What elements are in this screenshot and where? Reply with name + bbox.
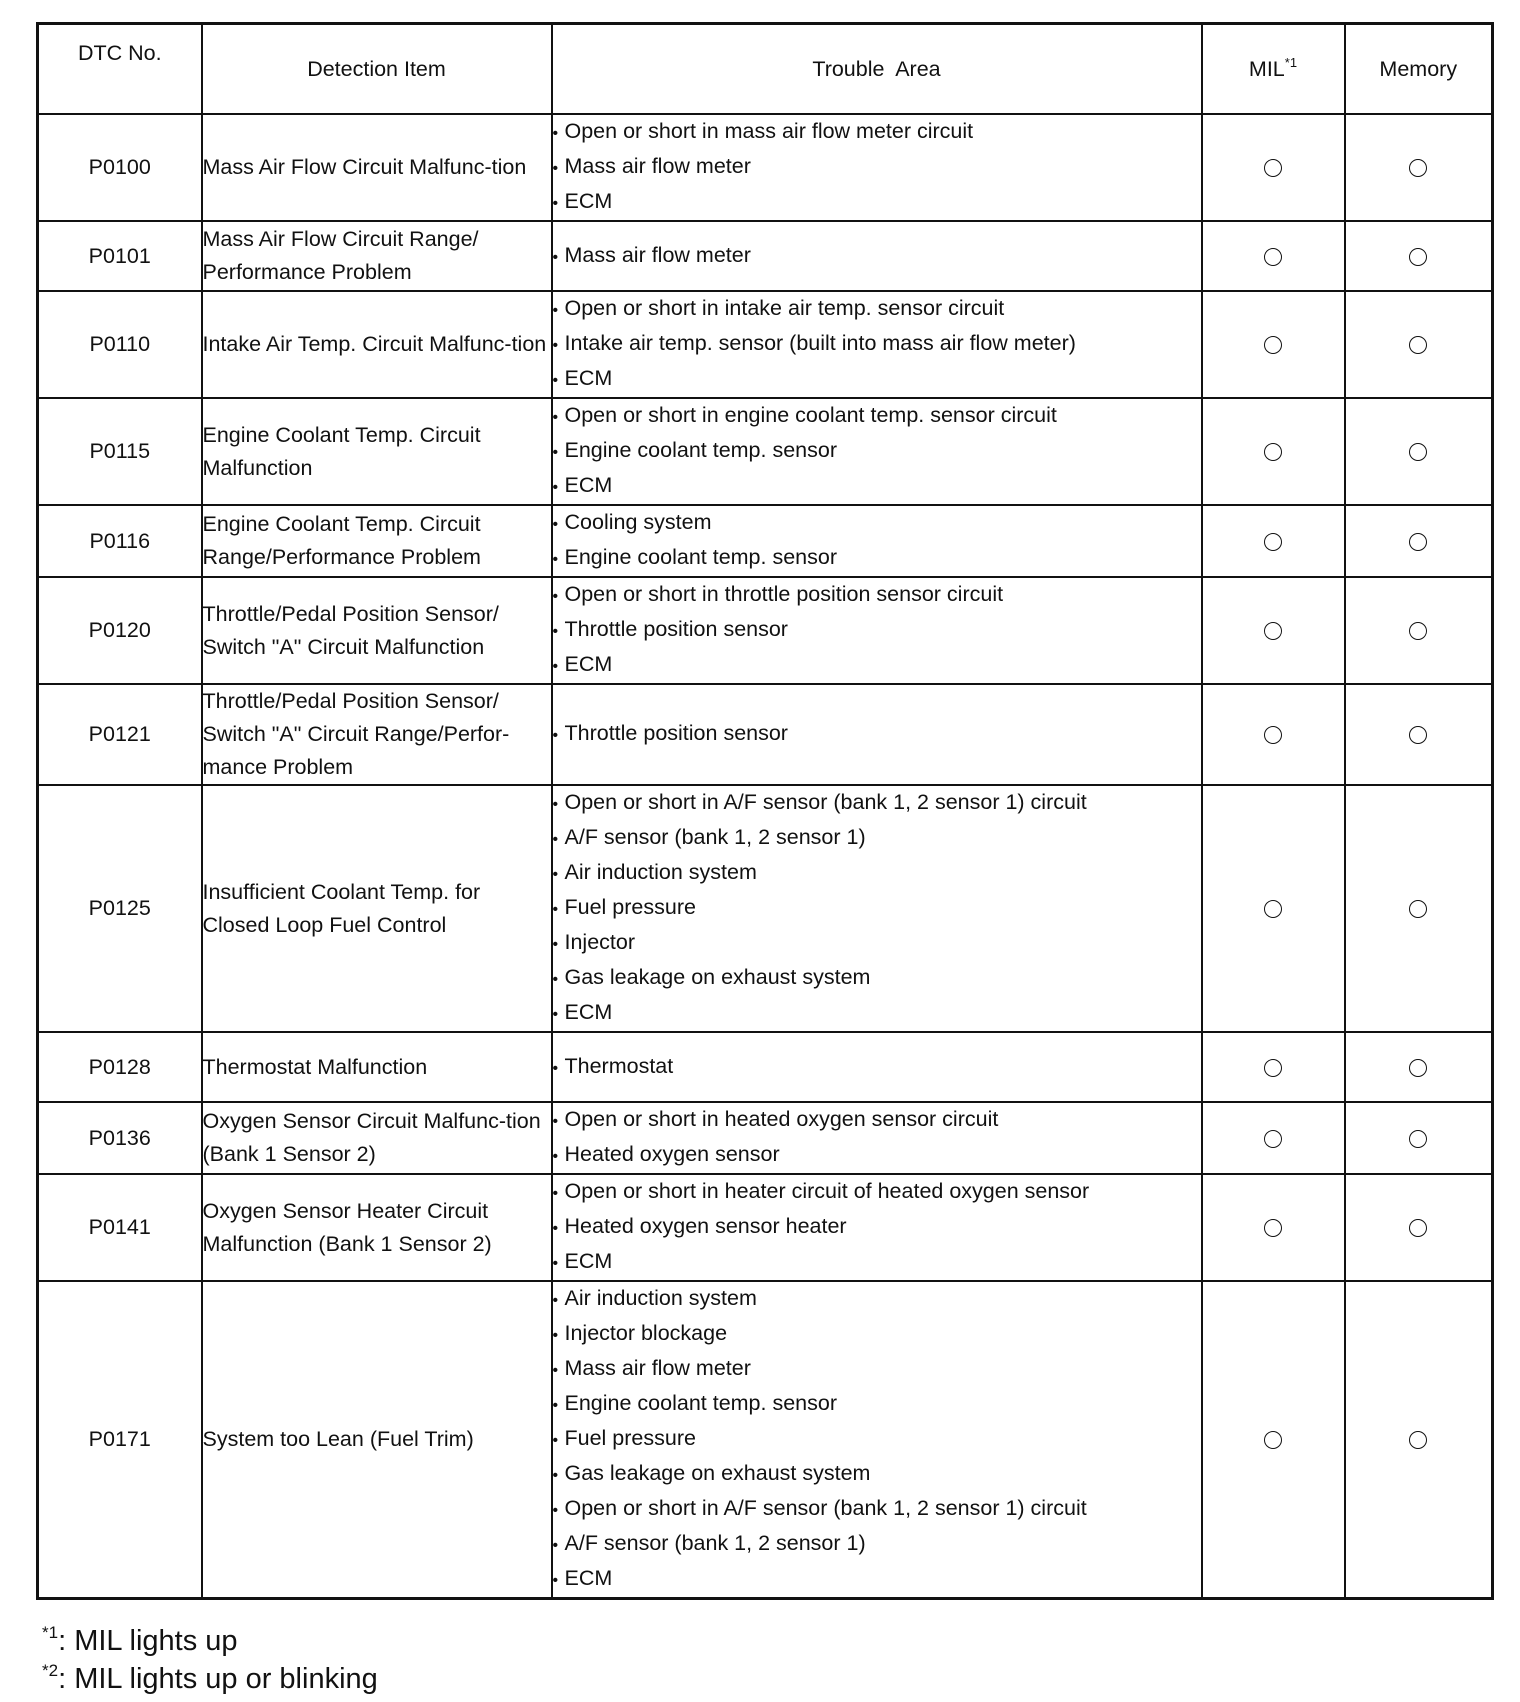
trouble-area — [552, 291, 1202, 398]
trouble-area-item — [553, 506, 1201, 541]
trouble-area-item — [553, 1387, 1201, 1422]
memory-circle-icon — [1409, 1431, 1427, 1449]
dtc-code: P0115 — [38, 398, 202, 505]
detection-item: Engine Coolant Temp. Circuit Malfunction — [202, 398, 552, 505]
detection-item: Throttle/Pedal Position Sensor/ Switch "A" Circuit Range/Perfor-mance Problem — [202, 684, 552, 785]
trouble-area — [552, 221, 1202, 291]
trouble-area-text: Open or short in engine coolant temp. sensor circuit — [564, 403, 1057, 427]
trouble-area-item — [553, 185, 1201, 220]
mil-circle-icon — [1264, 1059, 1282, 1077]
trouble-area-text: Injector blockage — [564, 1321, 728, 1345]
trouble-area-list — [553, 786, 1201, 1031]
detection-item: Oxygen Sensor Heater Circuit Malfunction (Bank 1 Sensor 2) — [202, 1174, 552, 1281]
detection-item: Mass Air Flow Circuit Malfunc-tion — [202, 114, 552, 221]
header-detection-item: Detection Item — [202, 24, 552, 115]
trouble-area-item — [553, 1175, 1201, 1210]
trouble-area-item — [553, 1492, 1201, 1527]
trouble-area-list — [553, 292, 1201, 397]
header-mil — [1202, 24, 1345, 115]
dtc-table-body — [38, 114, 1493, 1599]
footnote-1 — [42, 1622, 378, 1660]
dtc-code: P0110 — [38, 291, 202, 398]
memory-cell — [1345, 1174, 1493, 1281]
table-row — [38, 221, 1493, 291]
table-row — [38, 1102, 1493, 1174]
dtc-code: P0121 — [38, 684, 202, 785]
mil-cell — [1202, 291, 1345, 398]
memory-circle-icon — [1409, 622, 1427, 640]
table-row — [38, 291, 1493, 398]
trouble-area-item — [553, 821, 1201, 856]
trouble-area-item — [553, 578, 1201, 613]
mil-cell — [1202, 1102, 1345, 1174]
trouble-area-item — [553, 327, 1201, 362]
trouble-area-text: Throttle position sensor — [564, 617, 788, 641]
dtc-code: P0171 — [38, 1281, 202, 1599]
footnotes — [42, 1622, 378, 1698]
trouble-area-list — [553, 578, 1201, 683]
memory-cell — [1345, 398, 1493, 505]
memory-cell — [1345, 577, 1493, 684]
trouble-area-item — [553, 1050, 1201, 1085]
table-row — [38, 1032, 1493, 1102]
trouble-area-item — [553, 648, 1201, 683]
trouble-area-text: Fuel pressure — [564, 1426, 696, 1450]
trouble-area-text: Mass air flow meter — [564, 242, 751, 267]
trouble-area-text: Open or short in mass air flow meter circuit — [564, 119, 974, 143]
dtc-code: P0141 — [38, 1174, 202, 1281]
trouble-area-text: ECM — [564, 652, 613, 676]
trouble-area-item — [553, 1457, 1201, 1492]
table-row — [38, 684, 1493, 785]
trouble-area-item — [553, 399, 1201, 434]
memory-circle-icon — [1409, 726, 1427, 744]
trouble-area-text: Open or short in throttle position sensor circuit — [564, 582, 1004, 606]
header-mil-footnote-ref: *1 — [1284, 54, 1298, 70]
trouble-area-text: Open or short in intake air temp. sensor circuit — [564, 296, 1005, 320]
header-row — [38, 24, 1493, 115]
trouble-area-text: Fuel pressure — [564, 895, 696, 919]
trouble-area — [552, 505, 1202, 577]
memory-circle-icon — [1409, 1059, 1427, 1077]
trouble-area-item — [553, 717, 1201, 752]
header-trouble-area — [552, 24, 1202, 115]
trouble-area-item — [553, 891, 1201, 926]
detection-item: Engine Coolant Temp. Circuit Range/Performance Problem — [202, 505, 552, 577]
memory-circle-icon — [1409, 1130, 1427, 1148]
mil-circle-icon — [1264, 248, 1282, 266]
memory-circle-icon — [1409, 336, 1427, 354]
trouble-area-list — [553, 239, 1201, 274]
table-row — [38, 785, 1493, 1032]
dtc-table — [36, 22, 1494, 1600]
mil-cell — [1202, 114, 1345, 221]
trouble-area-text: Heated oxygen sensor heater — [564, 1214, 847, 1238]
header-memory: Memory — [1345, 24, 1493, 115]
footnote-2 — [42, 1660, 378, 1698]
memory-cell — [1345, 1102, 1493, 1174]
trouble-area-text: ECM — [564, 1249, 613, 1273]
mil-cell — [1202, 1032, 1345, 1102]
mil-cell — [1202, 1174, 1345, 1281]
memory-circle-icon — [1409, 900, 1427, 918]
mil-cell — [1202, 1281, 1345, 1599]
trouble-area-item — [553, 239, 1201, 274]
memory-cell — [1345, 1032, 1493, 1102]
mil-circle-icon — [1264, 336, 1282, 354]
dtc-code: P0125 — [38, 785, 202, 1032]
mil-cell — [1202, 684, 1345, 785]
trouble-area-item — [553, 292, 1201, 327]
trouble-area — [552, 114, 1202, 221]
trouble-area-list — [553, 1282, 1201, 1597]
header-mil-label: MIL — [1248, 56, 1285, 81]
trouble-area-item — [553, 856, 1201, 891]
trouble-area-list — [553, 717, 1201, 752]
header-trouble-area-label: Trouble Area — [812, 56, 941, 81]
mil-circle-icon — [1264, 1130, 1282, 1148]
trouble-area-text: A/F sensor (bank 1, 2 sensor 1) — [564, 825, 866, 849]
trouble-area-item — [553, 1352, 1201, 1387]
mil-cell — [1202, 398, 1345, 505]
mil-circle-icon — [1264, 1431, 1282, 1449]
trouble-area-text: ECM — [564, 1000, 613, 1024]
trouble-area-item — [553, 786, 1201, 821]
detection-item: Mass Air Flow Circuit Range/ Performance Problem — [202, 221, 552, 291]
mil-cell — [1202, 221, 1345, 291]
trouble-area-text: Engine coolant temp. sensor — [564, 438, 837, 462]
trouble-area-list — [553, 1050, 1201, 1085]
trouble-area-list — [553, 506, 1201, 576]
memory-circle-icon — [1409, 533, 1427, 551]
trouble-area-text: Open or short in A/F sensor (bank 1, 2 sensor 1) circuit — [564, 1496, 1087, 1520]
dtc-code: P0136 — [38, 1102, 202, 1174]
mil-circle-icon — [1264, 900, 1282, 918]
trouble-area-text: ECM — [564, 366, 613, 390]
trouble-area-text: Intake air temp. sensor (built into mass air flow meter) — [564, 331, 1076, 355]
memory-circle-icon — [1409, 1219, 1427, 1237]
trouble-area-item — [553, 613, 1201, 648]
trouble-area-text: Air induction system — [564, 860, 757, 884]
trouble-area — [552, 1174, 1202, 1281]
table-row — [38, 577, 1493, 684]
trouble-area-item — [553, 1138, 1201, 1173]
detection-item: Insufficient Coolant Temp. for Closed Loop Fuel Control — [202, 785, 552, 1032]
trouble-area-item — [553, 926, 1201, 961]
trouble-area — [552, 785, 1202, 1032]
trouble-area-list — [553, 115, 1201, 220]
trouble-area — [552, 684, 1202, 785]
trouble-area-text: Gas leakage on exhaust system — [564, 965, 871, 989]
detection-item: Throttle/Pedal Position Sensor/ Switch "A" Circuit Malfunction — [202, 577, 552, 684]
footnote-1-mark: *1 — [42, 1623, 59, 1642]
footnote-2-text: : MIL lights up or blinking — [58, 1663, 378, 1695]
trouble-area — [552, 1281, 1202, 1599]
mil-circle-icon — [1264, 622, 1282, 640]
trouble-area-item — [553, 1282, 1201, 1317]
trouble-area-text: Engine coolant temp. sensor — [564, 545, 837, 569]
trouble-area-item — [553, 362, 1201, 397]
trouble-area-text: ECM — [564, 189, 613, 213]
dtc-page — [36, 22, 1491, 1600]
memory-cell — [1345, 684, 1493, 785]
trouble-area — [552, 1102, 1202, 1174]
trouble-area-text: Mass air flow meter — [564, 1356, 751, 1380]
memory-cell — [1345, 505, 1493, 577]
trouble-area-text: Throttle position sensor — [564, 721, 788, 745]
memory-circle-icon — [1409, 159, 1427, 177]
trouble-area-text: Engine coolant temp. sensor — [564, 1391, 837, 1415]
trouble-area-item — [553, 469, 1201, 504]
memory-cell — [1345, 291, 1493, 398]
detection-item: Intake Air Temp. Circuit Malfunc-tion — [202, 291, 552, 398]
mil-cell — [1202, 505, 1345, 577]
trouble-area-item — [553, 1422, 1201, 1457]
trouble-area-text: Mass air flow meter — [564, 154, 751, 178]
detection-item: System too Lean (Fuel Trim) — [202, 1281, 552, 1599]
mil-circle-icon — [1264, 1219, 1282, 1237]
trouble-area-text: Heated oxygen sensor — [564, 1142, 780, 1166]
mil-circle-icon — [1264, 533, 1282, 551]
trouble-area — [552, 1032, 1202, 1102]
trouble-area-item — [553, 434, 1201, 469]
trouble-area-text: Open or short in heater circuit of heated oxygen sensor — [564, 1179, 1090, 1203]
trouble-area-item — [553, 1103, 1201, 1138]
memory-cell — [1345, 785, 1493, 1032]
trouble-area-item — [553, 996, 1201, 1031]
trouble-area-text: Injector — [564, 930, 636, 954]
trouble-area-item — [553, 115, 1201, 150]
trouble-area-text: Air induction system — [564, 1286, 757, 1310]
trouble-area-item — [553, 1527, 1201, 1562]
trouble-area-item — [553, 150, 1201, 185]
memory-cell — [1345, 1281, 1493, 1599]
trouble-area-text: Thermostat — [564, 1053, 674, 1078]
trouble-area-item — [553, 1317, 1201, 1352]
memory-cell — [1345, 221, 1493, 291]
table-row — [38, 1281, 1493, 1599]
trouble-area — [552, 577, 1202, 684]
trouble-area-item — [553, 541, 1201, 576]
mil-circle-icon — [1264, 726, 1282, 744]
trouble-area-text: Open or short in heated oxygen sensor circuit — [564, 1107, 999, 1131]
trouble-area — [552, 398, 1202, 505]
trouble-area-item — [553, 1245, 1201, 1280]
trouble-area-item — [553, 1562, 1201, 1597]
footnote-2-mark: *2 — [42, 1661, 59, 1680]
memory-circle-icon — [1409, 248, 1427, 266]
memory-circle-icon — [1409, 443, 1427, 461]
dtc-code: P0128 — [38, 1032, 202, 1102]
trouble-area-text: ECM — [564, 473, 613, 497]
table-row — [38, 398, 1493, 505]
trouble-area-list — [553, 399, 1201, 504]
trouble-area-text: Cooling system — [564, 510, 712, 534]
dtc-code: P0120 — [38, 577, 202, 684]
dtc-code: P0116 — [38, 505, 202, 577]
table-row — [38, 114, 1493, 221]
mil-circle-icon — [1264, 159, 1282, 177]
mil-cell — [1202, 785, 1345, 1032]
header-dtc-no: DTC No. — [38, 24, 202, 115]
trouble-area-text: ECM — [564, 1566, 613, 1590]
trouble-area-list — [553, 1103, 1201, 1173]
footnote-1-text: : MIL lights up — [58, 1625, 238, 1657]
dtc-code: P0101 — [38, 221, 202, 291]
table-row — [38, 505, 1493, 577]
trouble-area-text: Open or short in A/F sensor (bank 1, 2 sensor 1) circuit — [564, 790, 1087, 814]
mil-cell — [1202, 577, 1345, 684]
trouble-area-item — [553, 1210, 1201, 1245]
trouble-area-text: Gas leakage on exhaust system — [564, 1461, 871, 1485]
mil-circle-icon — [1264, 443, 1282, 461]
memory-cell — [1345, 114, 1493, 221]
trouble-area-item — [553, 961, 1201, 996]
trouble-area-list — [553, 1175, 1201, 1280]
trouble-area-text: A/F sensor (bank 1, 2 sensor 1) — [564, 1531, 866, 1555]
detection-item: Oxygen Sensor Circuit Malfunc-tion (Bank 1 Sensor 2) — [202, 1102, 552, 1174]
table-row — [38, 1174, 1493, 1281]
detection-item: Thermostat Malfunction — [202, 1032, 552, 1102]
dtc-code: P0100 — [38, 114, 202, 221]
